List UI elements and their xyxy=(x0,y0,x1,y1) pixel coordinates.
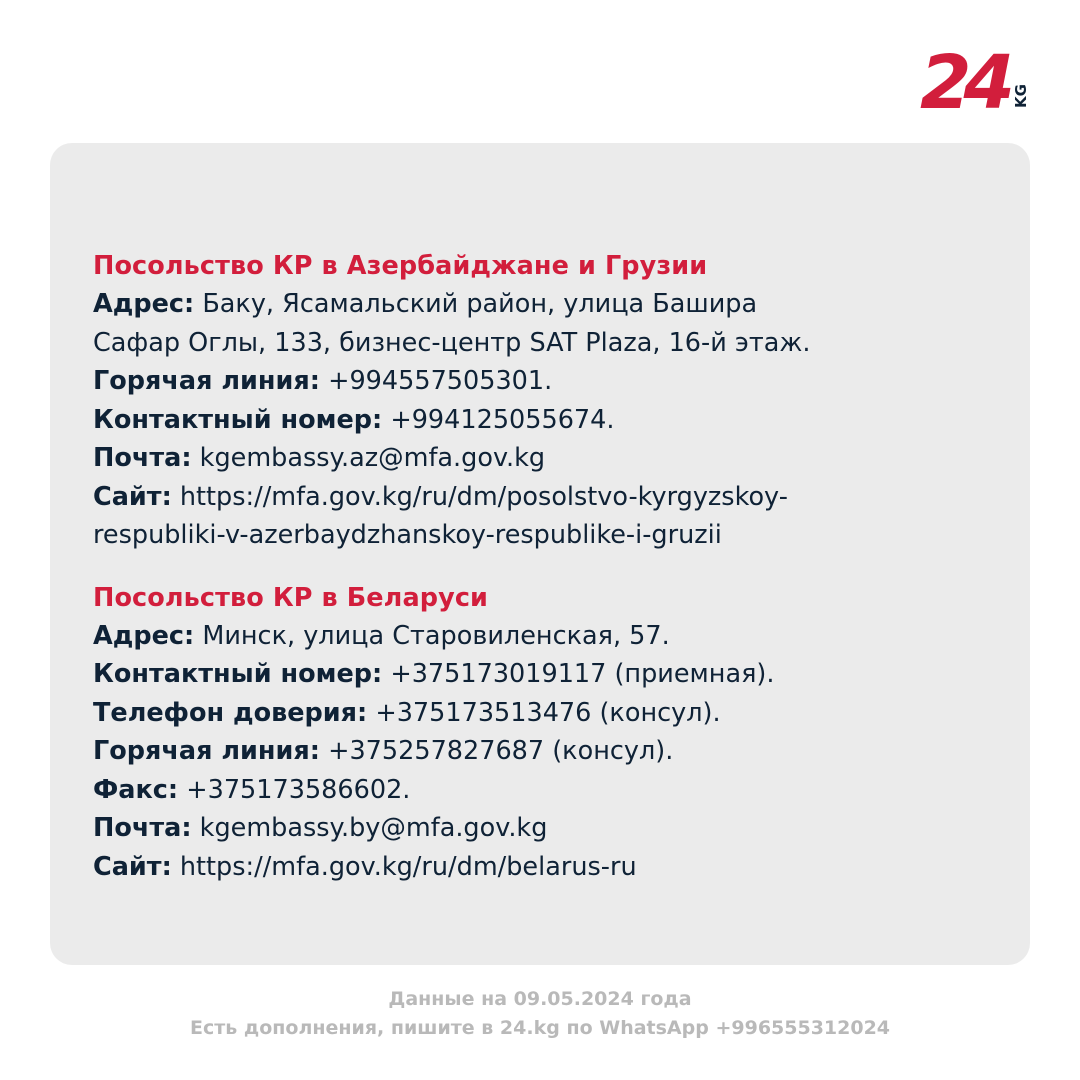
section-heading: Посольство КР в Беларуси xyxy=(93,582,489,613)
field-label: Контактный номер: xyxy=(93,659,383,689)
field-label: Адрес: xyxy=(93,620,195,651)
contact-number-line xyxy=(93,655,990,694)
website-line xyxy=(93,848,990,887)
field-value: +375257827687 (консул). xyxy=(328,736,674,766)
email-line xyxy=(93,439,990,478)
field-value: +375173513476 (консул). xyxy=(375,697,721,728)
field-label: Горячая линия: xyxy=(93,736,320,766)
website-line-continued xyxy=(93,516,990,555)
website-link[interactable]: https://mfa.gov.kg/ru/dm/posolstvo-kyrgyzskoy- xyxy=(179,481,788,512)
brand-logo xyxy=(920,46,1032,112)
email-link[interactable]: kgembassy.az@mfa.gov.kg xyxy=(199,443,546,473)
field-value: Баку, Ясамальский район, улица Башира xyxy=(202,289,758,319)
website-link[interactable]: https://mfa.gov.kg/ru/dm/belarus-ru xyxy=(179,851,637,882)
fax-line xyxy=(93,771,990,810)
field-value: +375173586602. xyxy=(186,774,411,805)
logo-text: 24 xyxy=(920,46,1007,112)
footer-date-note: Данные на 09.05.2024 года xyxy=(388,988,692,1010)
embassy-azerbaijan-section xyxy=(93,247,990,555)
field-value: +375173019117 (приемная). xyxy=(390,659,775,689)
email-link[interactable]: kgembassy.by@mfa.gov.kg xyxy=(199,813,548,843)
address-line xyxy=(93,285,990,324)
embassy-info-card xyxy=(50,143,1030,965)
field-value: Сафар Оглы, 133, бизнес-центр SAT Plaza, 16-й этаж. xyxy=(93,327,811,358)
field-label: Сайт: xyxy=(93,481,172,512)
section-heading: Посольство КР в Азербайджане и Грузии xyxy=(93,251,708,281)
field-label: Почта: xyxy=(93,813,192,843)
field-label: Контактный номер: xyxy=(93,404,383,435)
hotline-line xyxy=(93,362,990,401)
field-label: Адрес: xyxy=(93,289,195,319)
trust-phone-line xyxy=(93,694,990,733)
field-label: Горячая линия: xyxy=(93,366,320,396)
address-line-continued xyxy=(93,324,990,363)
field-label: Факс: xyxy=(93,774,179,805)
footer-contact-note: Есть дополнения, пишите в 24.kg по WhatsApp +996555312024 xyxy=(189,1017,891,1039)
field-value: +994557505301. xyxy=(328,366,553,396)
field-value: Минск, улица Старовиленская, 57. xyxy=(202,620,670,651)
website-link[interactable]: respubliki-v-azerbaydzhanskoy-respublike-i-gruzii xyxy=(93,520,722,550)
field-label: Сайт: xyxy=(93,851,172,882)
field-label: Телефон доверия: xyxy=(93,697,368,728)
field-label: Почта: xyxy=(93,443,192,473)
field-value: +994125055674. xyxy=(390,404,615,435)
email-line xyxy=(93,809,990,848)
contact-number-line xyxy=(93,401,990,440)
hotline-line xyxy=(93,732,990,771)
footer-note xyxy=(0,985,1080,1043)
logo-suffix: KG xyxy=(1012,84,1030,108)
address-line xyxy=(93,617,990,656)
website-line xyxy=(93,478,990,517)
embassy-belarus-section xyxy=(93,579,990,887)
